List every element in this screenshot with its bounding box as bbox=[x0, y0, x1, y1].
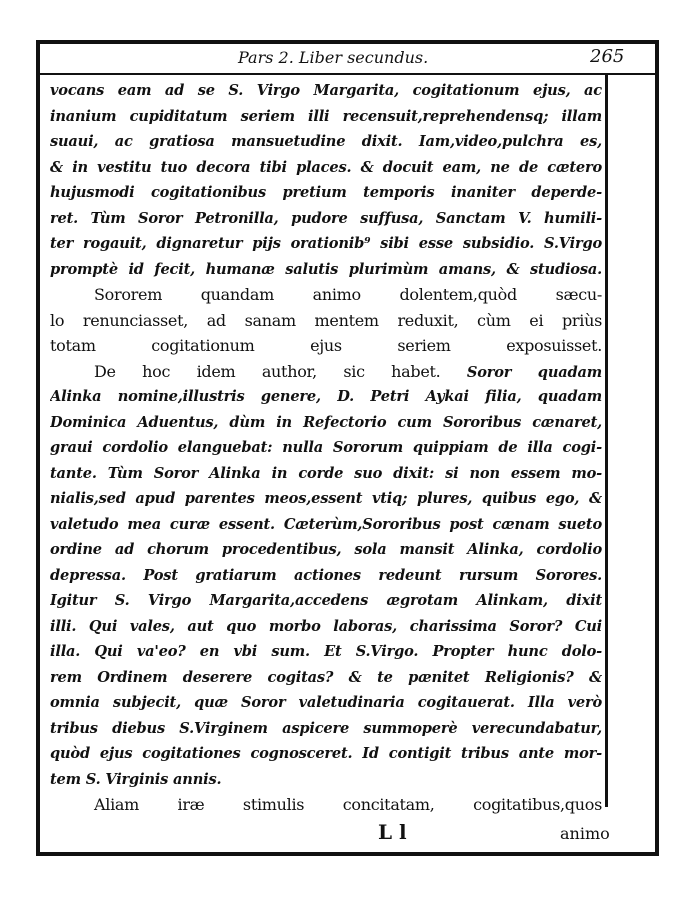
text-line-italic: Soror quadam bbox=[466, 363, 602, 381]
text-line bbox=[50, 206, 602, 232]
catchword: animo bbox=[560, 824, 610, 843]
text-line bbox=[50, 614, 602, 640]
text-line-content: lo renunciasset, ad sanam mentem reduxit, cùm ei priùs bbox=[50, 310, 602, 330]
text-line bbox=[50, 155, 602, 181]
text-line-content: inanium cupiditatum seriem illi recensuit,reprehendensq; illam bbox=[50, 107, 602, 125]
right-border-rule bbox=[655, 40, 659, 855]
text-line bbox=[50, 308, 602, 334]
text-line-content: rem Ordinem deserere cogitas? & te pænitet Religionis? & bbox=[50, 668, 602, 686]
header-rule bbox=[36, 73, 659, 75]
text-line-content: hujusmodi cogitationibus pretium temporis inaniter deperde- bbox=[50, 184, 602, 201]
running-title: Pars 2. Liber secundus. bbox=[238, 48, 429, 67]
text-line-content: graui cordolio elanguebat: nulla Sororum quippiam de illa cogi- bbox=[50, 439, 602, 456]
text-line bbox=[50, 333, 602, 359]
text-line-content: ter rogauit, dignaretur pijs orationib⁹ sibi esse subsidio. S.Virgo bbox=[50, 235, 602, 252]
text-line-content: nialis,sed apud parentes meos,essent vtiq; plures, quibus ego, & bbox=[50, 490, 602, 507]
text-line-content: quòd ejus cogitationes cognosceret. Id contigit tribus ante mor- bbox=[50, 745, 602, 762]
text-line-content: valetudo mea curæ essent. Cæterùm,Sororibus post cænam sueto bbox=[50, 515, 602, 533]
text-line-content: Dominica Aduentus, dùm in Refectorio cum Sororibus cænaret, bbox=[50, 413, 602, 431]
text-line-content: promptè id fecit, humanæ salutis plurimùm amans, & studiosa. bbox=[50, 260, 602, 278]
text-line-content: ordine ad chorum procedentibus, sola mansit Alinka, cordolio bbox=[50, 541, 602, 558]
text-line-content: depressa. Post gratiarum actiones redeunt rursum Sorores. bbox=[50, 566, 602, 584]
text-line bbox=[50, 410, 602, 436]
page-number: 265 bbox=[590, 46, 625, 67]
text-line-content: omnia subjecit, quæ Soror valetudinaria cogitauerat. Illa verò bbox=[50, 694, 602, 711]
text-line bbox=[50, 359, 602, 385]
text-line-content: illi. Qui vales, aut quo morbo laboras, charissima Soror? Cui bbox=[50, 617, 602, 635]
text-line-content: totam cogitationum ejus seriem exposuisset. bbox=[50, 336, 602, 355]
body-text bbox=[50, 78, 602, 818]
text-line-content: suaui, ac gratiosa mansuetudine dixit. Iam,video,pulchra es, bbox=[50, 133, 602, 150]
text-line-content: Alinka nomine,illustris genere, D. Petri Aykai filia, quadam bbox=[50, 388, 602, 405]
text-line-content: illa. Qui va'eo? en vbi sum. Et S.Virgo. Propter hunc dolo- bbox=[50, 643, 602, 660]
text-line bbox=[50, 257, 602, 283]
text-line-content: ret. Tùm Soror Petronilla, pudore suffusa, Sanctam V. humili- bbox=[50, 209, 602, 227]
page-footer bbox=[60, 820, 640, 850]
text-line bbox=[50, 690, 602, 716]
text-line bbox=[50, 639, 602, 665]
text-line-content: Sororem quandam animo dolentem,quòd sæcu- bbox=[94, 285, 602, 304]
text-line bbox=[50, 129, 602, 155]
inner-margin-rule bbox=[605, 75, 608, 807]
text-line bbox=[50, 180, 602, 206]
text-line bbox=[50, 231, 602, 257]
text-line bbox=[50, 767, 602, 793]
top-border-rule bbox=[36, 40, 659, 44]
text-line-content: vocans eam ad se S. Virgo Margarita, cogitationum ejus, ac bbox=[50, 82, 602, 99]
text-line-content: tribus diebus S.Virginem aspicere summoperè verecundabatur, bbox=[50, 719, 602, 737]
running-head bbox=[60, 46, 640, 72]
text-line bbox=[50, 78, 602, 104]
text-line bbox=[50, 716, 602, 742]
text-line-content: tante. Tùm Soror Alinka in corde suo dixit: si non essem mo- bbox=[50, 464, 602, 482]
text-line bbox=[50, 563, 602, 589]
text-line bbox=[50, 461, 602, 487]
text-line-content: Aliam iræ stimulis concitatam, cogitatibus,quos bbox=[94, 795, 602, 814]
text-line bbox=[50, 384, 602, 410]
bottom-border-rule bbox=[36, 852, 659, 856]
text-line bbox=[50, 537, 602, 563]
text-line bbox=[50, 104, 602, 130]
text-line bbox=[50, 588, 602, 614]
text-line-content: tem S. Virginis annis. bbox=[50, 770, 222, 788]
text-line bbox=[50, 435, 602, 461]
text-line bbox=[50, 741, 602, 767]
text-line-roman: De hoc idem author, sic habet. bbox=[94, 361, 467, 381]
text-line-content: Igitur S. Virgo Margarita,accedens ægrotam Alinkam, dixit bbox=[50, 592, 602, 609]
left-border-rule bbox=[36, 40, 40, 855]
signature-mark: L l bbox=[378, 820, 407, 844]
text-line bbox=[50, 486, 602, 512]
text-line-content: & in vestitu tuo decora tibi places. & docuit eam, ne de cætero bbox=[50, 158, 602, 176]
text-line bbox=[50, 665, 602, 691]
text-line bbox=[50, 792, 602, 818]
text-line bbox=[50, 282, 602, 308]
text-line bbox=[50, 512, 602, 538]
